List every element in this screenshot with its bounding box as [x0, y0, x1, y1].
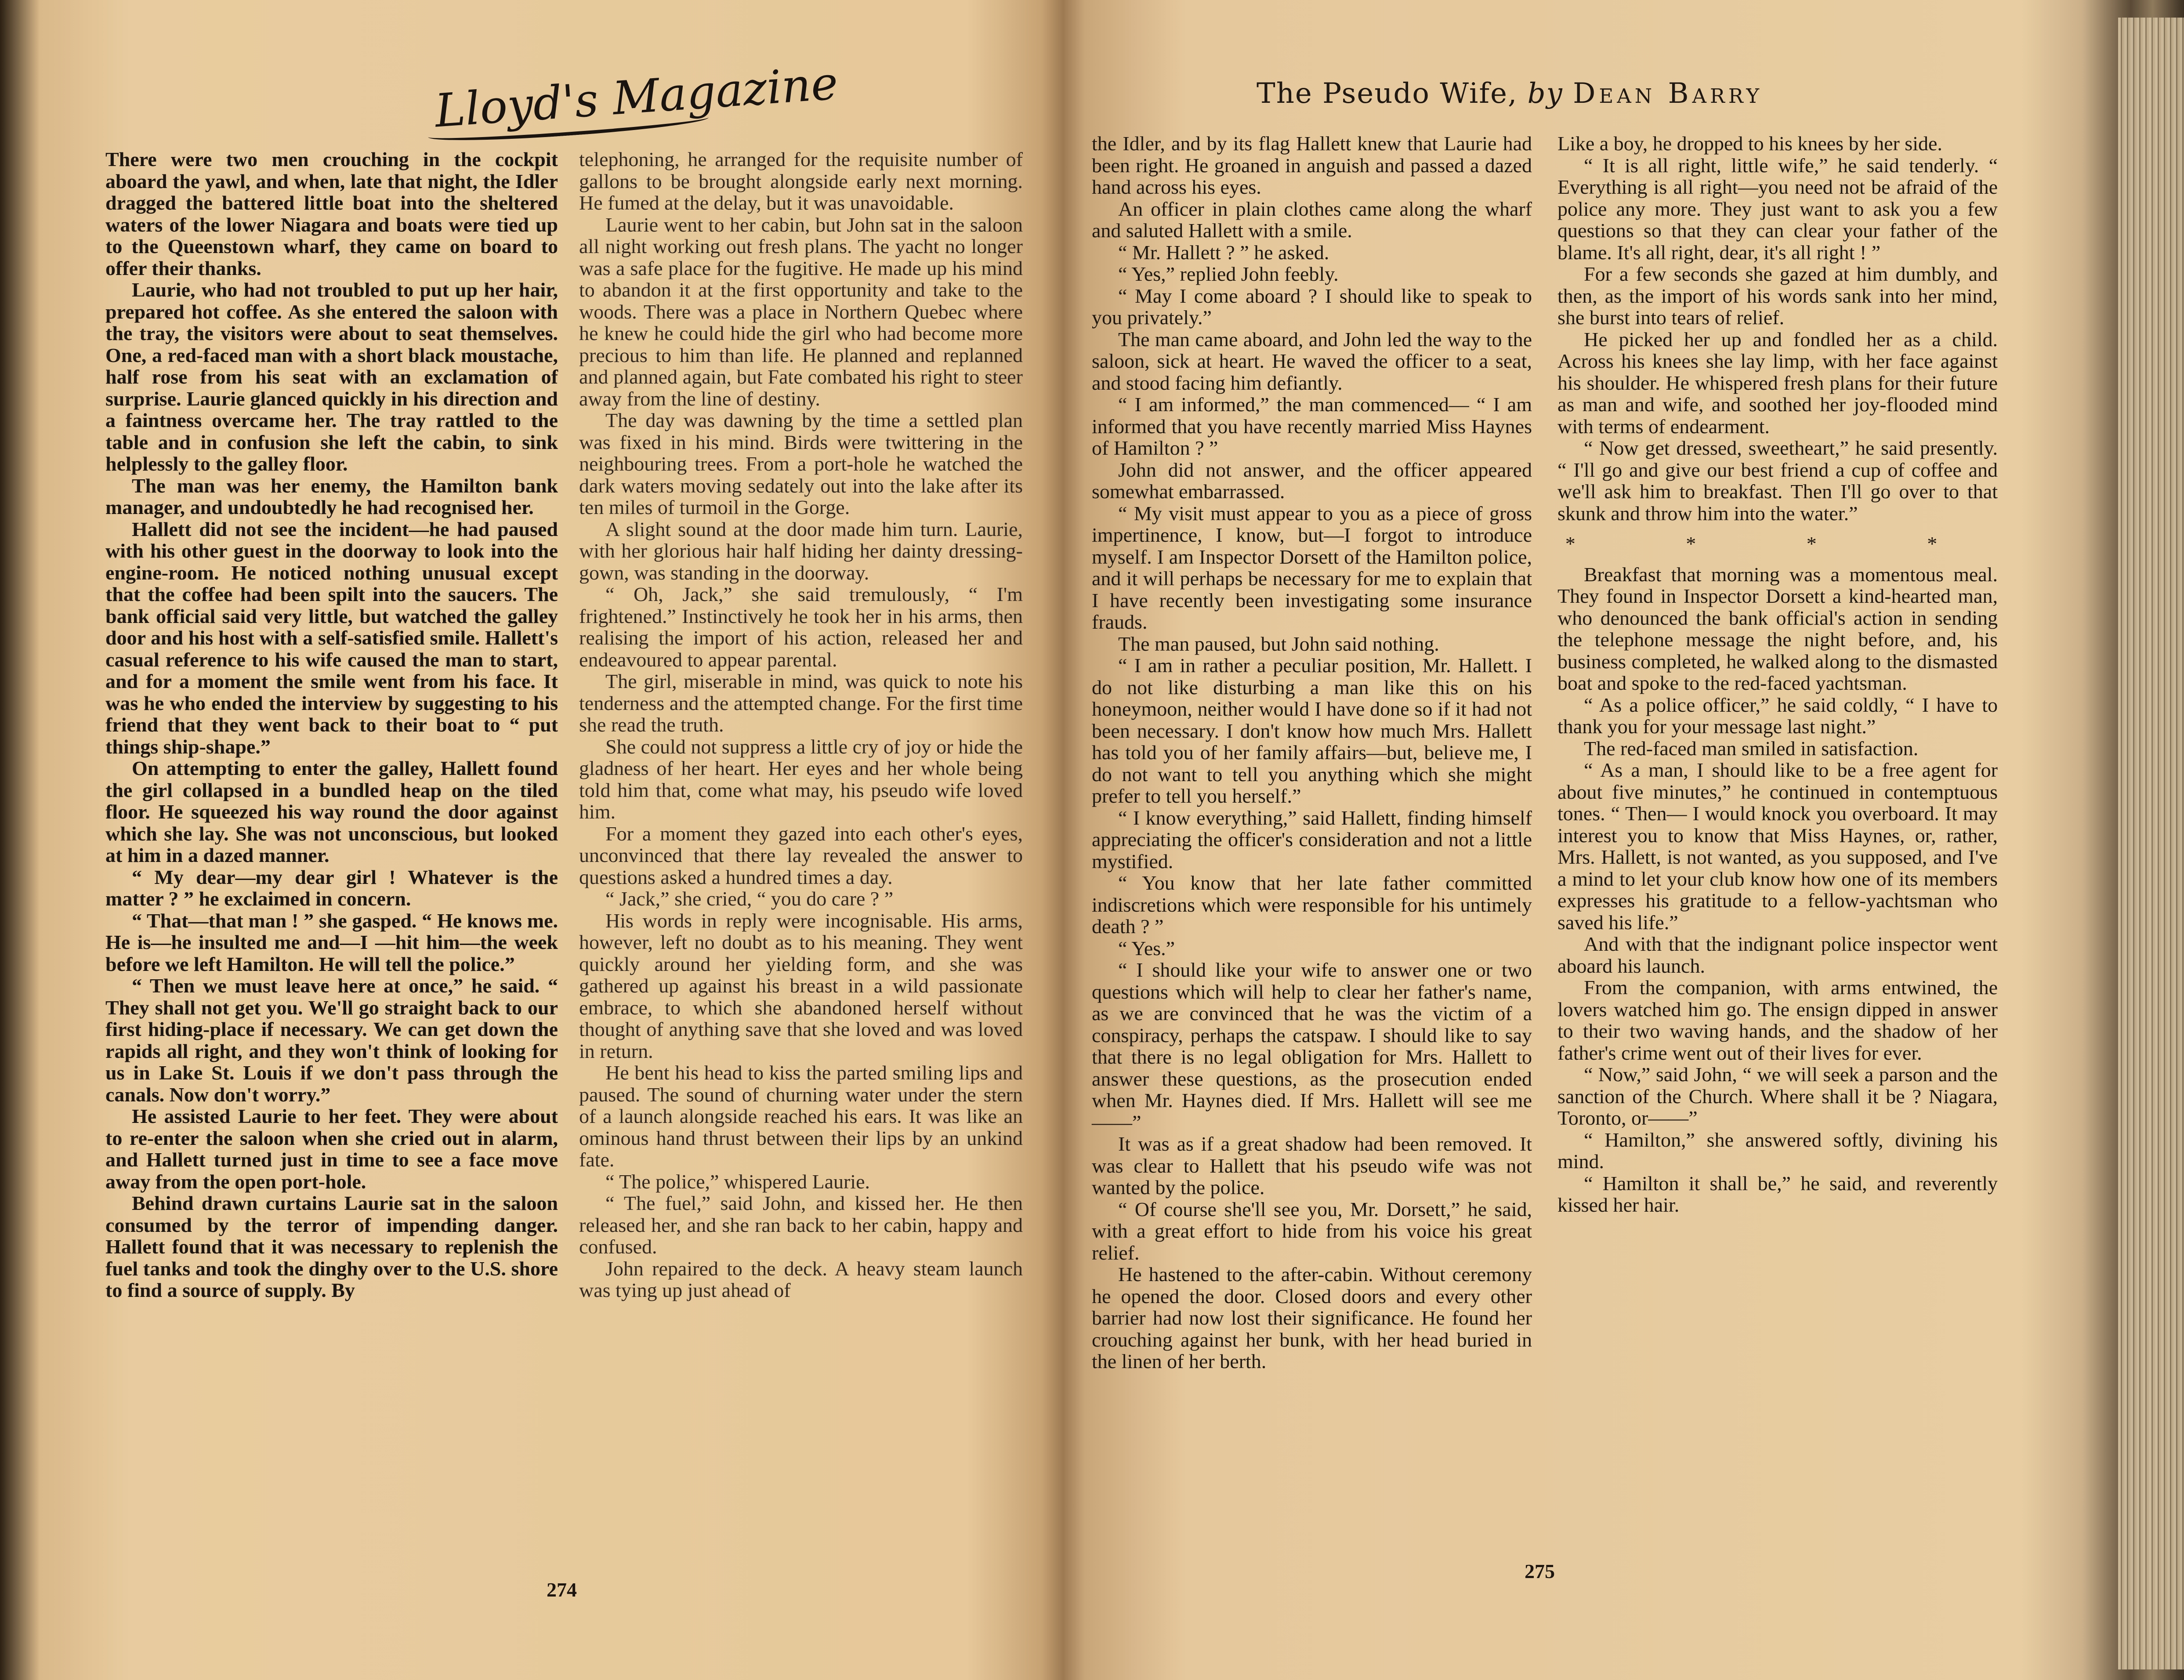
paragraph: “ I am in rather a peculiar position, Mr. Hallett. I do not like disturbing a man like this on his honeymoon, neither would I have done so if it had not been necessary. I don't know how much Mrs. Hallett has told you of her family affairs—but, believe me, I do not want to tell you anything which she might prefer to tell you herself.”: [1092, 654, 1532, 807]
paragraph: The man came aboard, and John led the way to the saloon, sick at heart. He waved the officer to a seat, and stood facing him defiantly.: [1092, 328, 1532, 394]
section-break: * * * *: [1565, 532, 1990, 555]
paragraph: Breakfast that morning was a momentous meal. They found in Inspector Dorsett a kind-hearted man, who denounced the bank official's action in sending the telephone message the night before, and, his business completed, he walked along to the dismasted boat and spoke to the red-faced yachtsman.: [1557, 563, 1998, 694]
paragraph: Laurie went to her cabin, but John sat in the saloon all night working out fresh plans. The yacht no longer was a safe place for the fugitive. He made up his mind to abandon it at the first opportunity and take to the woods. There was a place in Northern Quebec where he knew he could hide the girl who had become more precious to him than life. He planned and replanned and planned again, but Fate combated his right to steer away from the line of destiny.: [579, 213, 1023, 410]
page-edges: [2118, 18, 2184, 1669]
paragraph: He bent his head to kiss the parted smiling lips and paused. The sound of churning water under the stern of a launch alongside reached his ears. It was like an ominous hand thrust between their lips by an unkind fate.: [579, 1061, 1023, 1171]
paragraph: “ Now,” said John, “ we will seek a parson and the sanction of the Church. Where shall it be ? Niagara, Toronto, or——”: [1557, 1063, 1998, 1129]
paragraph: “ The police,” whispered Laurie.: [605, 1170, 870, 1193]
paragraph: His words in reply were incognisable. His arms, however, left no doubt as to his meaning. They went quickly around her yielding form, and she was gathered up against his breast in a wild passionate embrace, to which she abandoned herself without thought of anything save that she loved and was loved in return.: [579, 909, 1023, 1062]
paragraph: For a moment they gazed into each other's eyes, unconvinced that there lay revealed the answer to questions asked a hundred times a day.: [579, 822, 1023, 888]
paragraph: On attempting to enter the galley, Hallett found the girl collapsed in a bundled heap on the tiled floor. He squeezed his way round the door against which she lay. She was not unconscious, but looked at him in a dazed manner.: [105, 757, 558, 866]
paragraph: Hallett did not see the incident—he had paused with his other guest in the doorway to look into the engine-room. He noticed nothing unusual except that the coffee had been spilt into the saucers. The bank official said very little, but watched the galley door and his host with a self-satisfied smile. Hallett's casual reference to his wife caused the man to start, and for a moment the smile went from his face. It was he who ended the interview by suggesting to his friend that they went back to their boat to “ put things ship-shape.”: [105, 518, 558, 758]
paragraph: “ I should like your wife to answer one or two questions which will help to clear her father's name, as we are convinced that he was the victim of a conspiracy, perhaps the catspaw. I should like to say that there is no legal obligation for Mrs. Hallett to answer these questions, as the prosecution ended when Mr. Haynes died. If Mrs. Hallett will see me——”: [1092, 959, 1532, 1133]
paragraph: From the companion, with arms entwined, the lovers watched him go. The ensign dipped in answer to their two waving hands, and the shadow of her father's crime went out of their lives for ever.: [1557, 976, 1998, 1064]
paragraph: And with that the indignant police inspector went aboard his launch.: [1557, 933, 1998, 977]
paragraph: “ Of course she'll see you, Mr. Dorsett,” he said, with a great effort to hide from his voice his great relief.: [1092, 1198, 1532, 1264]
paragraph: John repaired to the deck. A heavy steam launch was tying up just ahead of: [579, 1257, 1023, 1301]
paragraph: He picked her up and fondled her as a child. Across his knees she lay limp, with her face against his shoulder. He whispered fresh plans for their future as man and wife, and soothed her joy-flooded mind with terms of endearment.: [1557, 328, 1998, 438]
paragraph: He hastened to the after-cabin. Without ceremony he opened the door. Closed doors and every other barrier had now lost their significance. He found her crouching against her bunk, with her head buried in the linen of her berth.: [1092, 1263, 1532, 1372]
paragraph: “ Yes.”: [1118, 937, 1175, 959]
paragraph: “ It is all right, little wife,” he said tenderly. “ Everything is all right—you need not be afraid of the police any more. They just want to ask you a few questions so that they can clear your father of the blame. It's all right, dear, it's all right ! ”: [1557, 154, 1998, 264]
paragraph: “ Oh, Jack,” she said tremulously, “ I'm frightened.” Instinctively he took her in his arms, then realising the import of his action, released her and endeavoured to appear parental.: [579, 583, 1023, 671]
paragraph: “ My visit must appear to you as a piece of gross impertinence, I know, but—I forgot to introduce myself. I am Inspector Dorsett of the Hamilton police, and it will perhaps be necessary for me to explain that I have recently been investigating some insurance frauds.: [1092, 502, 1532, 633]
paragraph: Laurie, who had not troubled to put up her hair, prepared hot coffee. As she entered the saloon with the tray, the visitors were about to seat themselves. One, a red-faced man with a short black moustache, half rose from his seat with an exclamation of surprise. Laurie glanced quickly in his direction and a faintness overcame her. The tray rattled to the table and in confusion she left the cabin, to sink helplessly to the galley floor.: [105, 279, 558, 475]
paragraph: “ Yes,” replied John feebly.: [1118, 263, 1339, 285]
paragraph: “ Mr. Hallett ? ” he asked.: [1118, 241, 1329, 264]
column-4: [1557, 133, 1998, 1216]
paragraph: The man paused, but John said nothing.: [1118, 632, 1439, 655]
page-number-right: 275: [1525, 1560, 1555, 1582]
story-author: Dean Barry: [1573, 77, 1763, 110]
paragraph: “ I know everything,” said Hallett, finding himself appreciating the officer's consideration and not a little mystified.: [1092, 806, 1532, 873]
paragraph: She could not suppress a little cry of joy or hide the gladness of her heart. Her eyes and her whole being told him that, come what may, his pseudo wife loved him.: [579, 735, 1023, 823]
paragraph: An officer in plain clothes came along the wharf and saluted Hallett with a smile.: [1092, 197, 1532, 242]
paragraph: “ Then we must leave here at once,” he said. “ They shall not get you. We'll go straight back to our first hiding-place if necessary. We can get down the rapids all right, and they won't think of looking for us in Lake St. Louis if we don't pass through the canals. Now don't worry.”: [105, 974, 558, 1106]
paragraph: “ As a police officer,” he said coldly, “ I have to thank you for your message last night.”: [1557, 693, 1998, 738]
byline-by: by: [1527, 77, 1563, 110]
page-number-left: 274: [547, 1579, 577, 1601]
paragraph: “ Now get dressed, sweetheart,” he said presently. “ I'll go and give our best friend a cup of coffee and we'll ask him to breakfast. Then I'll go over to that skunk and throw him into the water.”: [1557, 437, 1998, 525]
paragraph: the Idler, and by its flag Hallett knew that Laurie had been right. He groaned in anguish and passed a dazed hand across his eyes.: [1092, 132, 1532, 198]
paragraph: John did not answer, and the officer appeared somewhat embarrassed.: [1092, 458, 1532, 503]
paragraph: telephoning, he arranged for the requisite number of gallons to be brought alongside early next morning. He fumed at the delay, but it was unavoidable.: [579, 148, 1023, 214]
paragraph: A slight sound at the door made him turn. Laurie, with her glorious hair half hiding her dainty dressing-gown, was standing in the doorway.: [579, 518, 1023, 584]
paragraph: “ As a man, I should like to be a free agent for about five minutes,” he continued in contemptuous tones. “ Then— I would knock you overboard. It may interest you to know that Miss Haynes, or, rather, Mrs. Hallett, is not wanted, as you supposed, and I've a mind to let your club know how one of its members expresses his gratitude to a fellow-yachtsman who saved his life.”: [1557, 759, 1998, 934]
paragraph: Behind drawn curtains Laurie sat in the saloon consumed by the terror of impending danger. Hallett found that it was necessary to replenish the fuel tanks and took the dinghy over to the U.S. shore to find a source of supply. By: [105, 1192, 558, 1301]
paragraph: For a few seconds she gazed at him dumbly, and then, as the import of his words sank into her mind, she burst into tears of relief.: [1557, 263, 1998, 329]
column-1: [105, 148, 558, 1301]
paragraph: The day was dawning by the time a settled plan was fixed in his mind. Birds were twittering in the neighbouring trees. From a port-hole he watched the dark waters moving sedately out into the lake after its ten miles of turmoil in the Gorge.: [579, 409, 1023, 518]
paragraph: Like a boy, he dropped to his knees by her side.: [1557, 132, 1942, 155]
paragraph: The girl, miserable in mind, was quick to note his tenderness and the attempted change. For the first time she read the truth.: [579, 670, 1023, 736]
paragraph: There were two men crouching in the cockpit aboard the yawl, and when, late that night, the Idler dragged the battered little boat into the sheltered waters of the lower Niagara and boats were tied up to the Queenstown wharf, they came on board to offer their thanks.: [105, 148, 558, 279]
paragraph: “ Jack,” she cried, “ you do care ? ”: [605, 887, 894, 910]
paragraph: The man was her enemy, the Hamilton bank manager, and undoubtedly he had recognised her.: [105, 474, 558, 518]
paragraph: “ The fuel,” said John, and kissed her. He then released her, and she ran back to her cabin, happy and confused.: [579, 1192, 1023, 1258]
running-head: [1257, 77, 1828, 121]
paragraph: He assisted Laurie to her feet. They were about to re-enter the saloon when she cried out in alarm, and Hallett turned just in time to see a face move away from the open port-hole.: [105, 1105, 558, 1193]
masthead-text: Lloyd's Magazine: [433, 56, 840, 138]
paragraph: “ May I come aboard ? I should like to speak to you privately.”: [1092, 284, 1532, 329]
paragraph: “ That—that man ! ” she gasped. “ He knows me. He is—he insulted me and—I —hit him—the week before we left Hamilton. He will tell the police.”: [105, 909, 558, 975]
paragraph: “ My dear—my dear girl ! Whatever is the matter ? ” he exclaimed in concern.: [105, 865, 558, 910]
paragraph: “ Hamilton,” she answered softly, divining his mind.: [1557, 1128, 1998, 1173]
column-3: [1092, 133, 1532, 1372]
paragraph: “ I am informed,” the man commenced— “ I am informed that you have recently married Miss Haynes of Hamilton ? ”: [1092, 393, 1532, 459]
paragraph: “ You know that her late father committed indiscretions which were responsible for his untimely death ? ”: [1092, 872, 1532, 938]
column-2: [579, 148, 1023, 1301]
paragraph: “ Hamilton it shall be,” he said, and reverently kissed her hair.: [1557, 1172, 1998, 1216]
paragraph: It was as if a great shadow had been removed. It was clear to Hallett that his pseudo wife was not wanted by the police.: [1092, 1133, 1532, 1198]
story-title: The Pseudo Wife,: [1257, 77, 1518, 110]
paragraph: The red-faced man smiled in satisfaction.: [1584, 737, 1919, 760]
